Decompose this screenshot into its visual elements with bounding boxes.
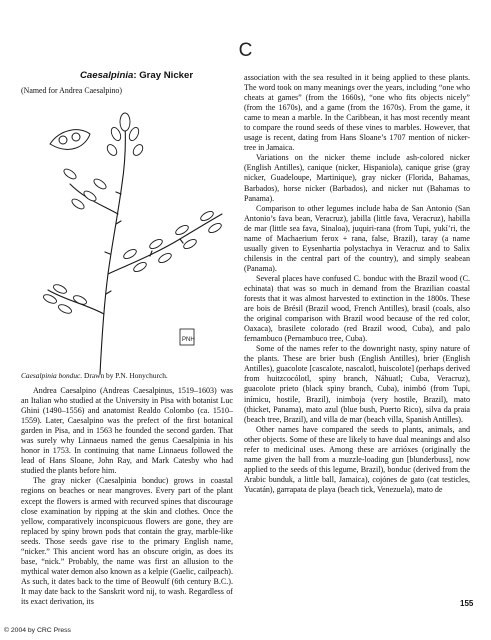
left-column [21, 386, 233, 607]
paragraph: The gray nicker (Caesalpinia bonduc) grows in coastal regions on beaches or near mangroves. Every part of the plant except the flowers is armed with recurved spines that discourage close examination by ripping at the skin and clothes. Once the yellow, comparatively inconspicuous flowers are gone, they are replaced by spiny brown pods that contain the gray, marble-like seeds. Those seeds gave rise to the primary English name, “nicker.” This ancient word has an obscure origin, as does its base, “nick.” Probably, the name was first an allusion to the mythical water demon also known as a kelpie (Gaelic, cailpeach). As such, it dates back to the time of Beowulf (6th century B.C.). It may date back to the Sanskrit word nij, to wash. Regardless of its exact derivation, its [21, 476, 233, 606]
paragraph: Variations on the nicker theme include ash-colored nicker (English Antilles), canique (nicker, Hispaniola), canique grise (gray nicker, Guadeloupe, Martinique), gray nicker (Florida, Bahamas, Barbados), horse nicker (Barbados), and nicker nut (Bahamas to Panama). [244, 153, 470, 203]
entry-common-name: : Gray Nicker [133, 70, 194, 81]
named-for-line: (Named for Andrea Caesalpino) [21, 86, 123, 95]
caption-credit: Drawn by P.N. Honychurch. [82, 371, 168, 380]
paragraph: Comparison to other legumes include haba de San Antonio (San Antonio’s fava bean, Veracruz), jabilla (little fava, Veracruz), habilla de mar (little sea fava, Sinaloa), juquiri-rana (from Tupi, yukí’ri, the name of Machaerium ferox + rana, false, Brazil), taray (a name usually given to Eysenhartia polystachya in Veracruz and to Salix chilensis in the central part of the country), and simply seabean (Panama). [244, 203, 470, 273]
paragraph: Other names have compared the seeds to plants, animals, and other objects. Some of these are likely to have dual meanings and also refer to medicinal uses. Among these are arrióxes (originally the name given the ball from a muzzle-loading gun [blunderbuss], now applied to the seeds of this legume, Brazil), bonduc (derived from the Arabic bunduk, a little ball, Jamaica), cojónes de gato (cat testicles, Yucatán), garrapata de playa (beach tick, Venezuela), mato de [244, 424, 470, 494]
section-letter: C [238, 40, 253, 61]
paragraph: Several places have confused C. bonduc with the Brazil wood (C. echinata) that was so much in demand from the Brazilian coastal forests that it was almost harvested to extinction in the 1800s. These are bois de Brésil (Brazil wood, French Antilles), brasil (coals, also the original comparison with Brazil wood because of the red color, Oaxaca), brasilete colorado (red Brazil wood, Cuba), and palo fernambuco (Pernambuco tree, Cuba). [244, 273, 470, 344]
entry-genus: Caesalpinia [80, 70, 134, 81]
paragraph: Some of the names refer to the downright nasty, spiny nature of the plants. These are brier bush (English Antilles), brier (English Antilles), guacolote [cascalote, nascalotl, huiscolote] (perhaps derived from huitzcocólotl, spiny branch, Náhuatl; Cuba, Veracruz), guacolote prieto (black spiny branch, Cuba), inimbó (from Tupi, inímicu, hostile, Brazil), inimboja (very hostile, Brazil), mato (thicket, Panama), mato azul (blue bush, Puerto Rico), silva da praia (beach tree, Brazil), and villa de mar (beach villa, Spanish Antilles). [244, 344, 470, 424]
botanical-illustration [30, 104, 228, 379]
illustrator-signature: PNH [182, 337, 195, 343]
paragraph: Andrea Caesalpino (Andreas Caesalpinus, 1519–1603) was an Italian who studied at the University in Pisa with botanist Luc Ghini (1490–1556) and anatomist Realdo Colombo (ca. 1510–1559). Later, Caesalpino was the prefect of the first botanical garden in Pisa, and in 1563 he founded the second garden. That was surely why Linnaeus named the genus Caesalpinia in his honor in 1753. In continuing that name Linnaeus followed the lead of Hans Sloane, John Ray, and Mark Catesby who had studied the plants before him. [21, 386, 233, 476]
copyright-notice: © 2004 by CRC Press [4, 627, 71, 634]
paragraph: association with the sea resulted in it being applied to these plants. The word took on many meanings over the years, including “one who cheats at games” (from the 1660s), “one who fits objects nicely” (from the 1670s), and a game (from the 1670s). From the game, it came to mean a marble. In the Caribbean, it has most recently meant to compare the round seeds of these vines to marbles. However, that usage is recent, dating from Hans Sloane’s 1707 mention of nicker-tree in Jamaica. [244, 73, 470, 153]
page-number: 155 [460, 599, 474, 608]
entry-title [80, 70, 193, 81]
right-column [244, 73, 470, 495]
figure-caption [21, 371, 168, 380]
caption-species: Caesalpinia bonduc. [21, 371, 83, 380]
